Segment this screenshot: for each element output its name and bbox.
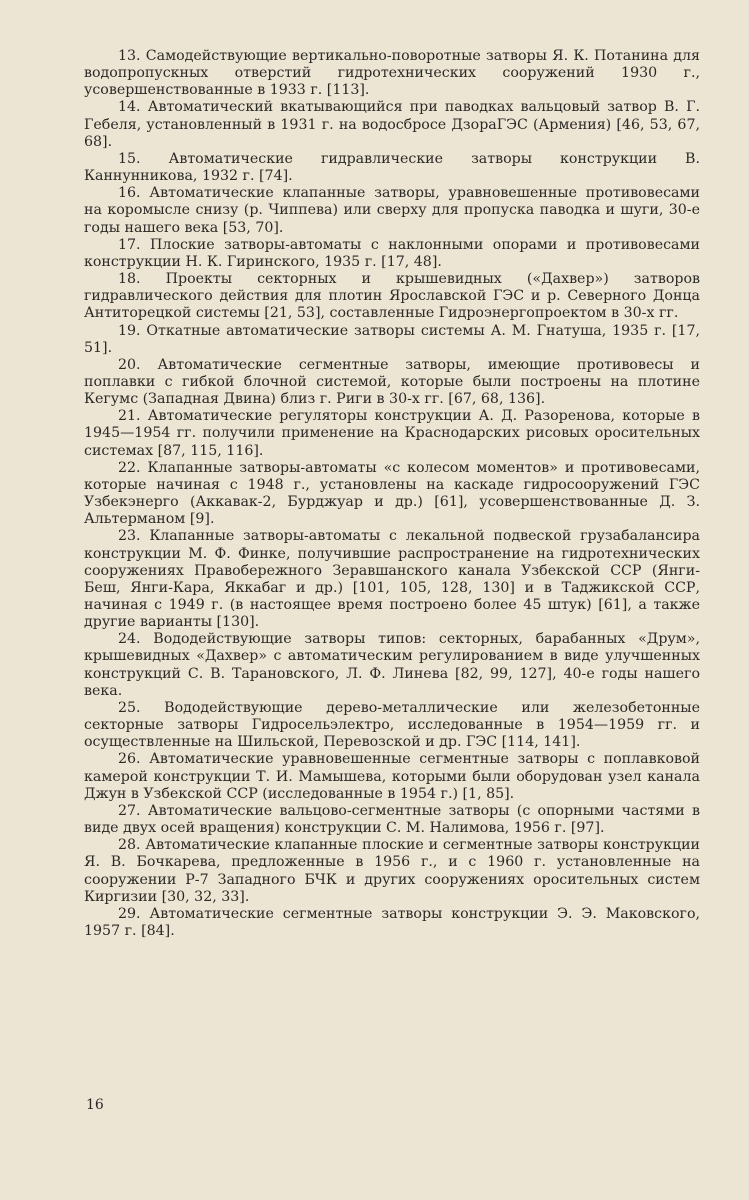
paragraph-27: 27. Автоматические вальцово-сегментные затворы (с опорными частями в виде двух осей вращения) конструкции С. М. Налимова, 1956 г. [97]. — [84, 802, 700, 837]
page-number: 16 — [86, 1097, 104, 1113]
paragraph-28: 28. Автоматические клапанные плоские и сегментные затворы конструкции Я. В. Бочкарева, предложенные в 1956 г., и с 1960 г. установленные на сооружении Р-7 Западного БЧК и других сооружениях оросительных систем Киргизии [30, 32, 33]. — [84, 837, 700, 905]
paragraph-17: 17. Плоские затворы-автоматы с наклонными опорами и противовесами конструкции Н. К. Гиринского, 1935 г. [17, 48]. — [84, 236, 700, 270]
paragraph-16: 16. Автоматические клапанные затворы, уравновешенные противовесами на коромысле снизу (р. Чиппева) или сверху для пропуска паводка и шуги, 30-е годы нашего века [53, 70]. — [84, 185, 700, 236]
paragraph-22: 22. Клапанные затворы-автоматы «с колесом моментов» и противовесами, которые начиная с 1948 г., установлены на каскаде гидросооружений ГЭС Узбекэнерго (Аккавак-2, Бурджуар и др.) [61], усовершенствованные Д. З. Альтерманом [9]. — [84, 459, 700, 528]
paragraph-13: 13. Самодействующие вертикально-поворотные затворы Я. К. Потанина для водопропускных отверстий гидротехнических сооружений 1930 г., усовершенствованные в 1933 г. [113]. — [84, 48, 700, 99]
paragraph-24: 24. Вододействующие затворы типов: секторных, барабанных «Друм», крышевидных «Дахвер» с автоматическим регулированием в виде улучшенных конструкций С. В. Тарановского, Л. Ф. Линева [82, 99, 127], 40-е годы нашего века. — [84, 631, 700, 699]
paragraph-26: 26. Автоматические уравновешенные сегментные затворы с поплавковой камерой конструкции Т. И. Мамышева, которыми были оборудован узел канала Джун в Узбекской ССР (исследованные в 1954 г.) [1, 85]. — [84, 751, 700, 802]
paragraph-23: 23. Клапанные затворы-автоматы с лекальной подвеской грузабалансира конструкции М. Ф. Финке, получившие распространение на гидротехнических сооружениях Правобережного Зеравшанского канала Узбекской ССР (Янги-Беш, Янги-Кара, Яккабаг и др.) [101, 105, 128, 130] и в Таджикской ССР, начиная с 1949 г. (в настоящее время построено более 45 штук) [61], а также другие варианты [130]. — [84, 528, 700, 631]
paragraph-20: 20. Автоматические сегментные затворы, имеющие противовесы и поплавки с гибкой блочной системой, которые были построены на плотине Кегумс (Западная Двина) близ г. Риги в 30-х гг. [67, 68, 136]. — [84, 356, 700, 408]
paragraph-29: 29. Автоматические сегментные затворы конструкции Э. Э. Маковского, 1957 г. [84]. — [84, 905, 700, 939]
paragraph-21: 21. Автоматические регуляторы конструкции А. Д. Разоренова, которые в 1945—1954 гг. получили применение на Краснодарских рисовых оросительных системах [87, 115, 116]. — [84, 408, 700, 459]
paragraph-14: 14. Автоматический вкатывающийся при паводках вальцовый затвор В. Г. Гебеля, установленный в 1931 г. на водосбросе ДзораГЭС (Армения) [46, 53, 67, 68]. — [84, 99, 700, 150]
paragraph-19: 19. Откатные автоматические затворы системы А. М. Гнатуша, 1935 г. [17, 51]. — [84, 322, 700, 356]
paragraph-15: 15. Автоматические гидравлические затворы конструкции В. Каннунникова, 1932 г. [74]. — [84, 150, 700, 185]
paragraph-25: 25. Вододействующие дерево-металлические или железобетонные секторные затворы Гидросельэлектро, исследованные в 1954—1959 гг. и осуществленные на Шильской, Перевозской и др. ГЭС [114, 141]. — [84, 699, 700, 751]
paragraph-18: 18. Проекты секторных и крышевидных («Дахвер») затворов гидравлического действия для плотин Ярославской ГЭС и р. Северного Донца Антиторецкой системы [21, 53], составленные Гидроэнергопроектом в 30-х гг. — [84, 271, 700, 322]
page-text — [84, 48, 700, 940]
